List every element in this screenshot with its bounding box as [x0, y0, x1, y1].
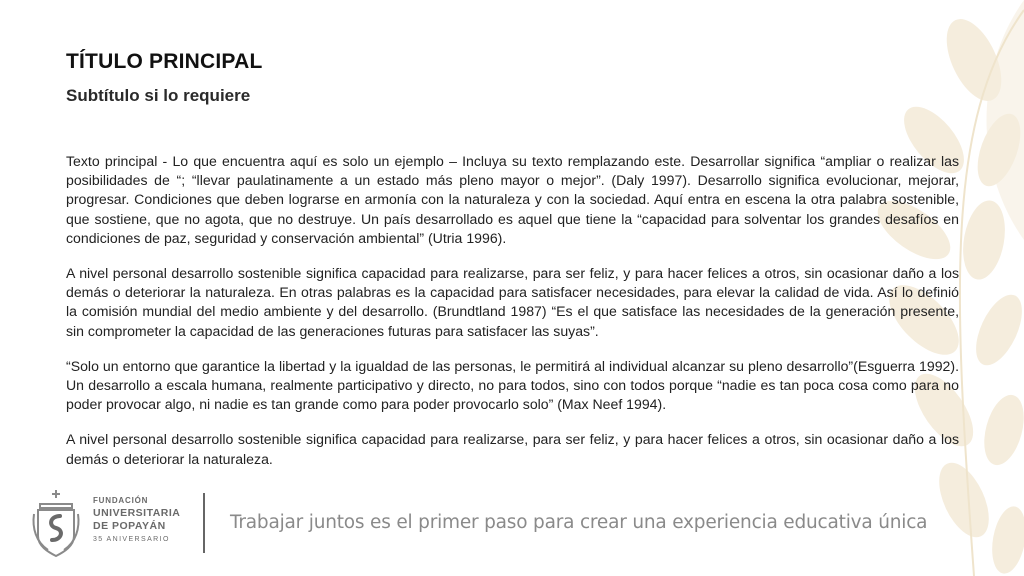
main-text — [66, 152, 959, 485]
institution-line-1: FUNDACIÓN — [93, 496, 149, 505]
institution-name — [93, 494, 180, 546]
institution-line-2: UNIVERSITARIA — [93, 507, 181, 519]
footer-divider — [203, 493, 205, 553]
paragraph-1: Texto principal - Lo que encuentra aquí es solo un ejemplo – Incluya su texto remplazando este. Desarrollar significa “ampliar o realizar las posibilidades de “; “llevar paulatinamente a un estado más pleno mayor o mejor”. (Daly 1997). Desarrollo significa evolucionar, mejorar, progresar. Condiciones que deben lograrse en armonía con la naturaleza y con la sociedad. Aquí entra en escena la otra palabra sostenible, que sostiene, que no agota, que no destruye. Un país desarrollado es aquel que tiene la “capacidad para solventar los grandes desafíos en condiciones de paz, seguridad y conservación ambiental” (Utria 1996). — [66, 153, 959, 246]
paragraph-2: A nivel personal desarrollo sostenible significa capacidad para realizarse, para ser feliz, y para hacer felices a otros, sin ocasionar daño a los demás o deteriorar la naturaleza. En otras palabras es la capacidad para satisfacer necesidades, para elevar la calidad de vida. Así lo definió la comisión mundial del medio ambiente y del desarrollo. (Brundtland 1987) “Es el que satisface las necesidades de la generación presente, sin comprometer la capacidad de las generaciones futuras para satisfacer las suyas”. — [66, 265, 959, 339]
page-subtitle: Subtítulo si lo requiere — [66, 86, 251, 105]
paragraph-3: “Solo un entorno que garantice la libertad y la igualdad de las personas, le permitirá al individual alcanzar su pleno desarrollo”(Esguerra 1992). Un desarrollo a escala humana, realmente participativo y directo, no para todos, sino con todos porque “nadie es tan poca cosa como para no poder provocar algo, ni nadie es tan grande como para poder provocarlo solo” (Max Neef 1994). — [66, 357, 959, 413]
page-title: TÍTULO PRINCIPAL — [66, 50, 263, 73]
paragraph-4: A nivel personal desarrollo sostenible significa capacidad para realizarse, para ser feliz, y para hacer felices a otros, sin ocasionar daño a los demás o deteriorar la naturaleza. — [66, 431, 959, 467]
institution-line-4: 35 ANIVERSARIO — [93, 536, 170, 543]
institution-line-3: DE POPAYÁN — [93, 520, 166, 532]
university-crest-icon — [30, 488, 82, 558]
footer — [0, 484, 1024, 576]
footer-tagline: Trabajar juntos es el primer paso para crear una experiencia educativa única — [230, 512, 928, 533]
